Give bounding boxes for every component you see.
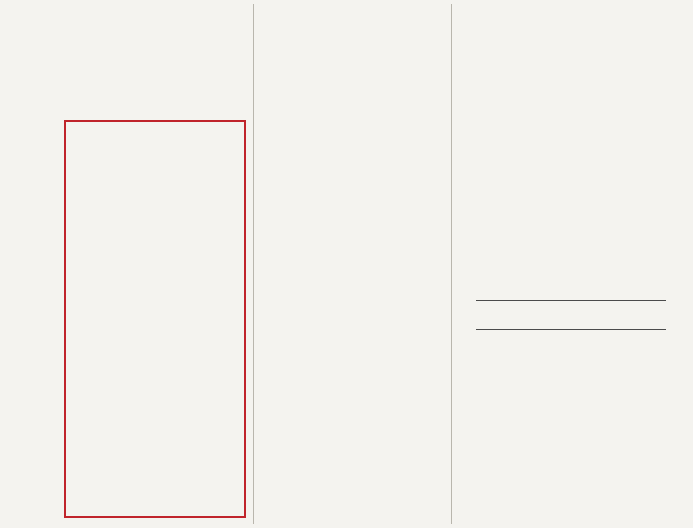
column-divider: [253, 4, 254, 524]
column-divider: [451, 4, 452, 524]
section-heading: [476, 300, 666, 330]
highlighted-entry: [64, 120, 246, 518]
overview-section: [456, 344, 682, 528]
middle-column: [262, 0, 448, 528]
